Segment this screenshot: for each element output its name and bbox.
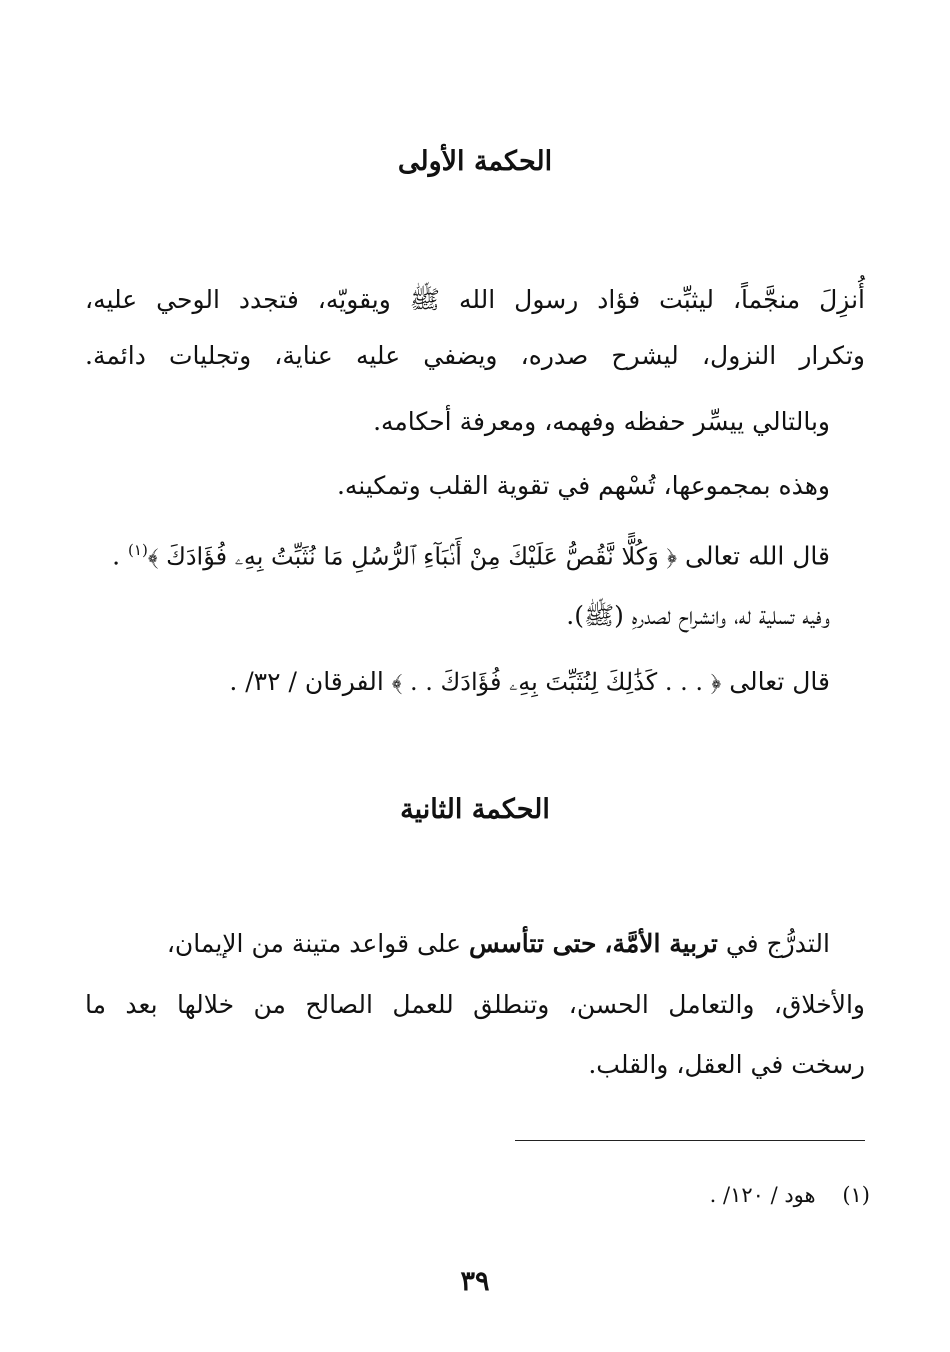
quran-citation-line [112,530,830,576]
bold-segment: حتى تتأسس [468,929,597,958]
page-number: ٣٩ [460,1266,490,1297]
quran-verse: ﴿ . . . كَذَٰلِكَ لِنُثَبِّتَ بِهِۦ فُؤَادَكَ . . ﴾ [391,668,722,696]
paragraph-line [167,924,830,964]
footnote-reference: (١) [128,541,148,559]
surah-reference: الفرقان / ٣٢/ . [229,667,384,696]
footnote-number: (١) [842,1183,870,1207]
paragraph-line: أُنزِلَ منجَّماً، ليثبِّت فؤاد رسول الله ﷺ ويقويّه، فتجدد الوحي عليه، [85,285,865,314]
quran-verse: ﴿ وَكُلًّا نَّقُصُّ عَلَيْكَ مِنْ أَنۢبَآءِ ٱلرُّسُلِ مَا نُثَبِّتُ بِهِۦ فُؤَادَكَ ﴾ [147,542,678,571]
bold-segment: تربية الأمَّة، [604,929,718,958]
text-segment: على قواعد متينة من الإيمان، [166,929,462,958]
section-heading-second: الحكمة الثانية [400,794,550,825]
paragraph-line: وتكرار النزول، ليشرح صدره، ويضفي عليه عناية، وتجليات دائمة. [85,341,865,370]
citation-prefix: قال تعالى [729,667,830,696]
text-segment: التدرُّج في [725,929,830,958]
citation-prefix: قال الله تعالى [685,541,830,571]
footnote-separator [515,1140,865,1141]
paragraph-line: وهذه بمجموعها، تُسْهم في تقوية القلب وتمكينه. [336,471,830,500]
paragraph-line: وبالتالي ييسِّر حفظه وفهمه، ومعرفة أحكامه. [373,407,830,436]
paragraph-line: وفيه تسلية له، وانشراح لصدرهِ (ﷺ). [566,601,830,630]
quran-citation-line [229,662,830,702]
paragraph-line: والأخلاق، والتعامل الحسن، وتنطلق للعمل الصالح من خلالها بعد ما [85,990,865,1019]
paragraph-line: رسخت في العقل، والقلب. [588,1050,865,1079]
section-heading-first: الحكمة الأولى [397,146,553,177]
citation-end: . [112,541,121,571]
footnote [710,1178,870,1212]
footnote-text: هود / ١٢٠/ . [709,1183,816,1207]
